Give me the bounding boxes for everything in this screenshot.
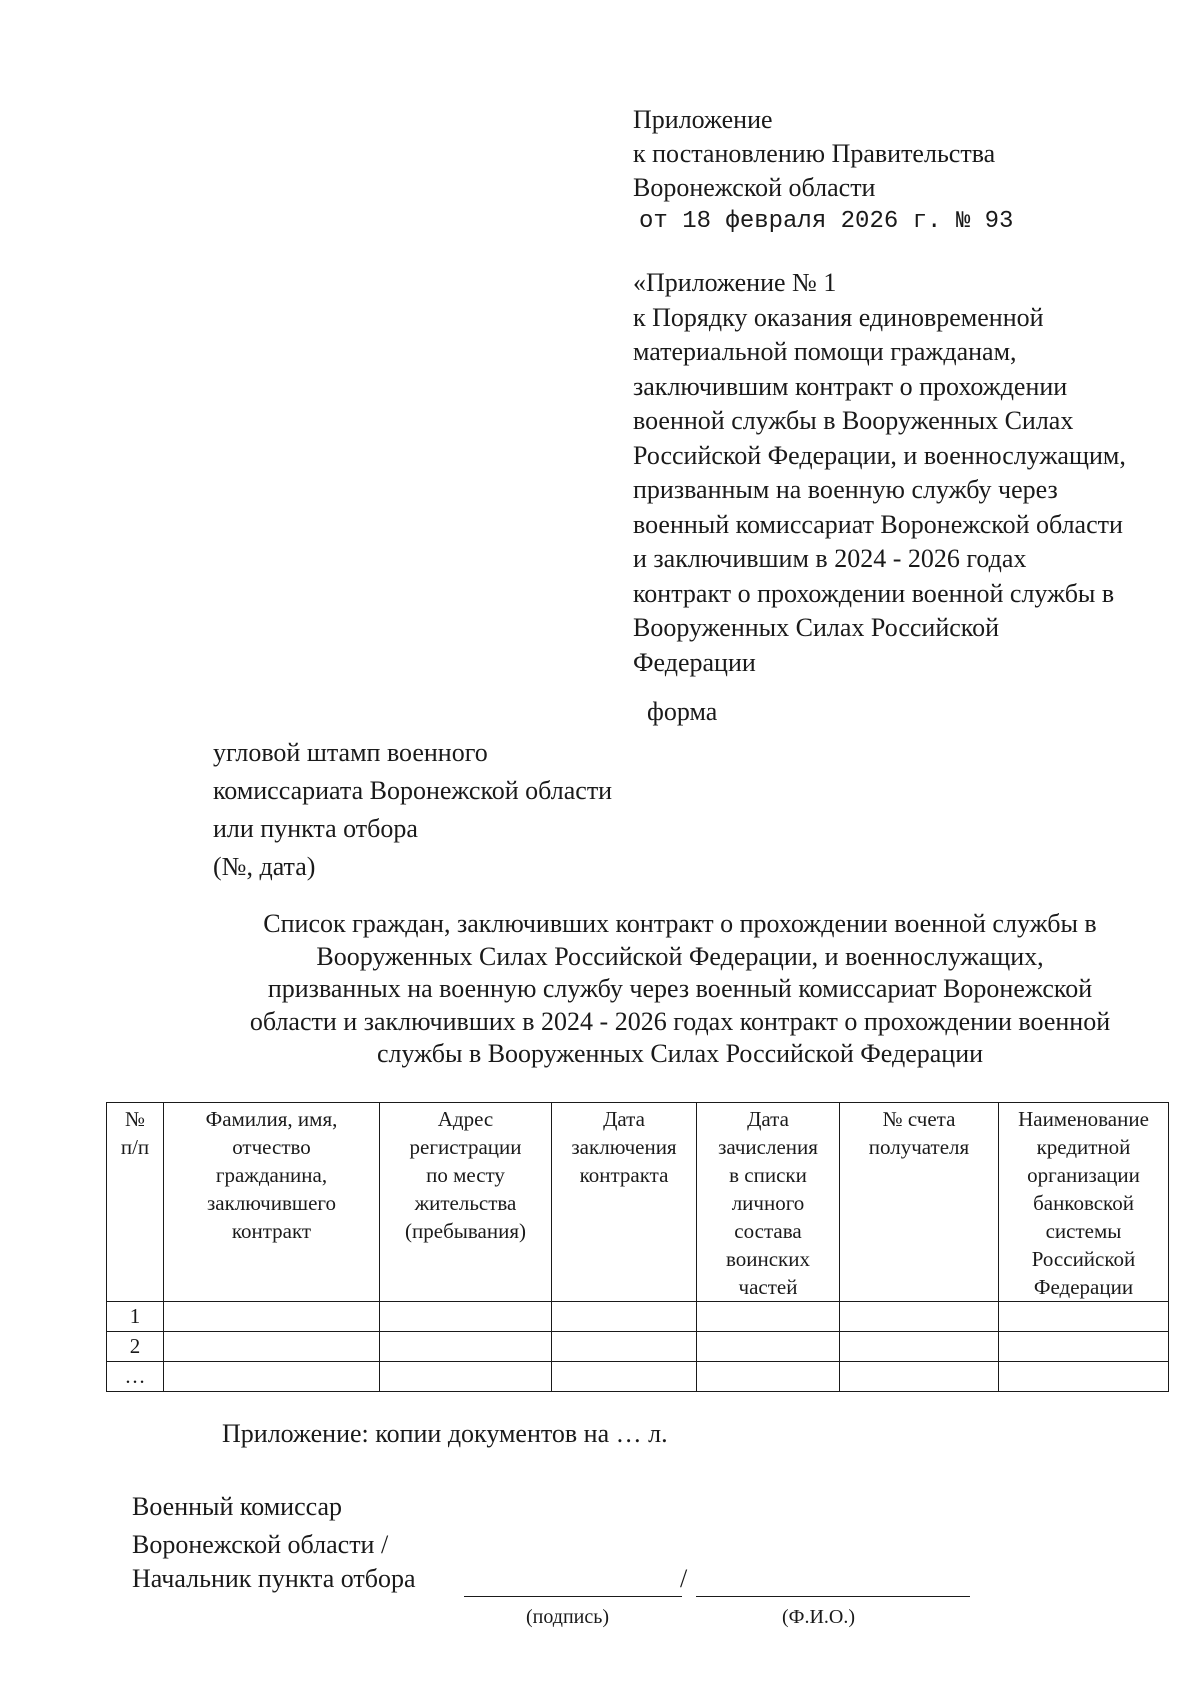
table-cell xyxy=(380,1302,552,1332)
table-cell xyxy=(552,1332,697,1362)
annex-line: контракт о прохождении военной службы в xyxy=(633,578,1115,608)
header-line: Приложение xyxy=(633,105,773,134)
header-line: Воронежской области xyxy=(633,173,876,202)
annex-line: материальной помощи гражданам, xyxy=(633,337,1017,366)
signatory-line: Военный комиссар xyxy=(132,1492,343,1521)
signature-separator: / xyxy=(680,1564,688,1593)
row-number-cell: 1 xyxy=(107,1302,164,1332)
signatory-last-line: Начальник пункта отбора xyxy=(132,1564,416,1593)
col-header-enrollment-date: Дата зачисления в списки личного состава воинских частей xyxy=(697,1103,840,1302)
appendix-header xyxy=(633,103,1013,239)
annex-line: военный комиссариат Воронежской области xyxy=(633,509,1123,539)
table-cell xyxy=(999,1332,1169,1362)
form-label: форма xyxy=(647,697,718,726)
annex-line: военной службы в Вооруженных Силах xyxy=(633,406,1074,435)
table-row xyxy=(107,1332,1169,1362)
signatory-block xyxy=(132,1488,388,1564)
table-cell xyxy=(552,1362,697,1392)
table-cell xyxy=(999,1302,1169,1332)
stamp-line: комиссариата Воронежской области xyxy=(213,776,613,805)
table-cell xyxy=(164,1362,380,1392)
annex-line: к Порядку оказания единовременной xyxy=(633,302,1044,332)
signature-caption: (подпись) xyxy=(526,1606,610,1628)
header-date-line: от 18 февраля 2026 г. № 93 xyxy=(639,208,1014,235)
col-header-credit-org: Наименование кредитной организации банковской системы Российской Федерации xyxy=(999,1103,1169,1302)
table-cell xyxy=(840,1302,999,1332)
citizens-list-table xyxy=(106,1102,1169,1392)
col-header-number: № п/п xyxy=(107,1103,164,1302)
table-cell xyxy=(380,1332,552,1362)
stamp-line: или пункта отбора xyxy=(213,814,418,843)
table-cell xyxy=(697,1332,840,1362)
table-cell xyxy=(697,1302,840,1332)
table-row xyxy=(107,1362,1169,1392)
table-cell xyxy=(164,1302,380,1332)
table-cell xyxy=(380,1362,552,1392)
annex-line: Вооруженных Силах Российской xyxy=(633,613,1000,642)
row-number-cell: 2 xyxy=(107,1332,164,1362)
table-cell xyxy=(999,1362,1169,1392)
title-line: области и заключивших в 2024 - 2026 годах контракт о прохождении военной xyxy=(249,1006,1111,1036)
stamp-line: угловой штамп военного xyxy=(213,738,488,767)
annex-line: «Приложение № 1 xyxy=(633,268,837,297)
list-title xyxy=(180,908,1180,1071)
annex-line: заключившим контракт о прохождении xyxy=(633,371,1068,401)
row-number-cell: … xyxy=(107,1362,164,1392)
attachment-note: Приложение: копии документов на … л. xyxy=(222,1419,668,1448)
table-header-row xyxy=(107,1103,1169,1302)
table-cell xyxy=(552,1302,697,1332)
signature-underline xyxy=(464,1596,682,1597)
corner-stamp-block xyxy=(213,734,612,886)
col-header-contract-date: Дата заключения контракта xyxy=(552,1103,697,1302)
title-line: Вооруженных Силах Российской Федерации, и военнослужащих, xyxy=(316,941,1044,971)
stamp-line: (№, дата) xyxy=(213,852,316,881)
annex-reference xyxy=(633,266,1126,680)
col-header-account-number: № счета получателя xyxy=(840,1103,999,1302)
header-line: к постановлению Правительства xyxy=(633,139,996,168)
title-line: Список граждан, заключивших контракт о прохождении военной службы в xyxy=(263,909,1097,938)
col-header-address: Адрес регистрации по месту жительства (пребывания) xyxy=(380,1103,552,1302)
fio-caption: (Ф.И.О.) xyxy=(782,1606,856,1628)
title-line: призванных на военную службу через военный комиссариат Воронежской xyxy=(267,974,1093,1003)
annex-line: и заключившим в 2024 - 2026 годах xyxy=(633,544,1027,573)
annex-line: Российской Федерации, и военнослужащим, xyxy=(633,440,1126,470)
fio-underline xyxy=(696,1596,970,1597)
annex-line: призванным на военную службу через xyxy=(633,475,1058,504)
annex-line: Федерации xyxy=(633,647,756,677)
signatory-line: Воронежской области / xyxy=(132,1530,389,1559)
col-header-full-name: Фамилия, имя, отчество гражданина, заключившего контракт xyxy=(164,1103,380,1302)
table-row xyxy=(107,1302,1169,1332)
table-cell xyxy=(697,1362,840,1392)
table-cell xyxy=(840,1332,999,1362)
table-cell xyxy=(164,1332,380,1362)
table-cell xyxy=(840,1362,999,1392)
title-line: службы в Вооруженных Силах Российской Федерации xyxy=(376,1039,984,1068)
